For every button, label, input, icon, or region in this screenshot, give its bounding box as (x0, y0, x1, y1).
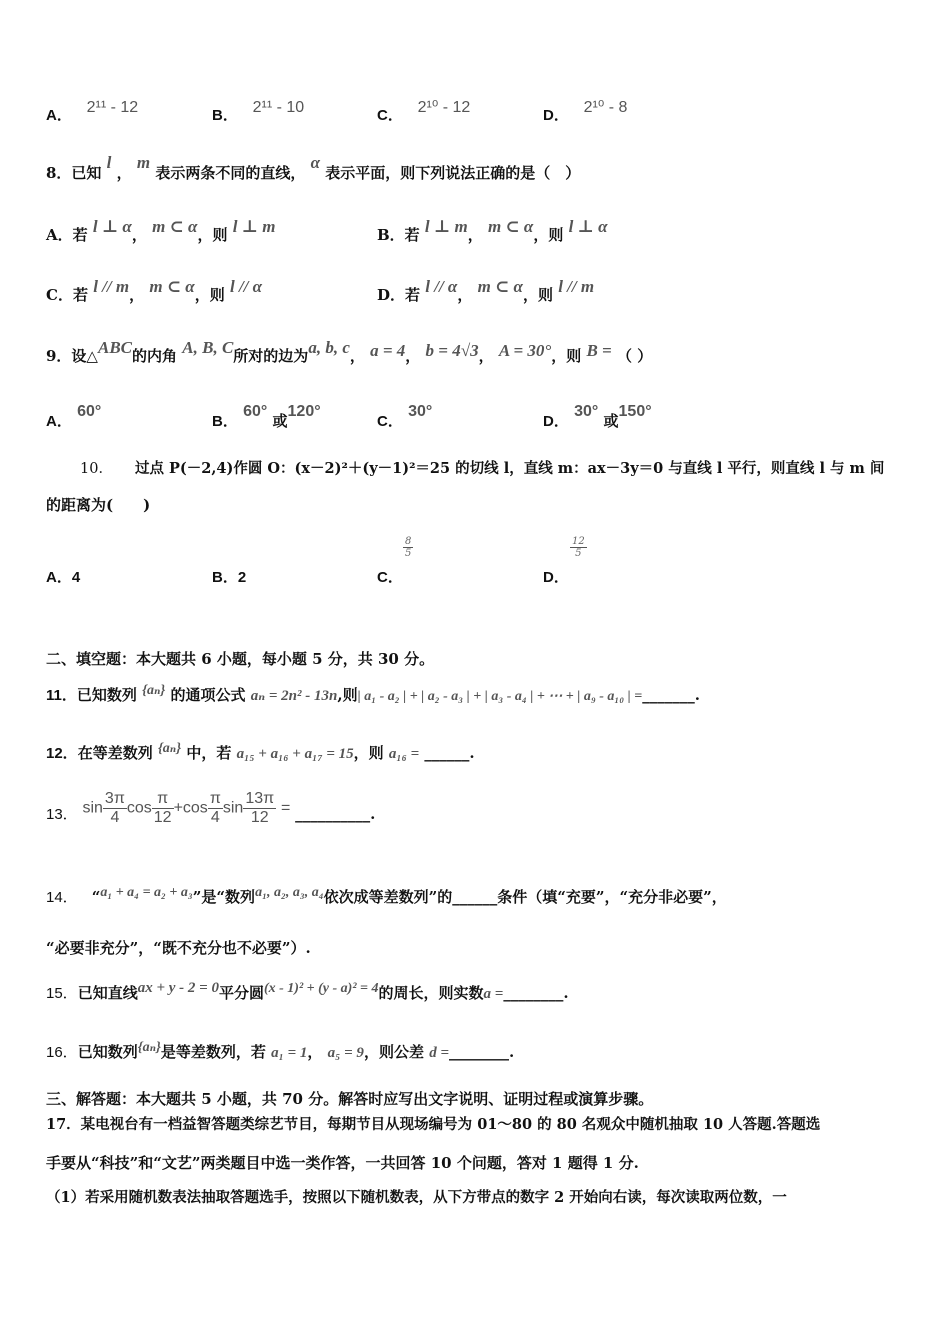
q8-option-d[interactable]: D．若 l // α， m ⊂ α，则 l // m (377, 277, 595, 304)
fraction-denominator: 12 (250, 809, 269, 826)
question-number: 16． (46, 1044, 78, 1061)
option-letter: B．若 (377, 226, 420, 244)
condition-a5: a₅ = 9 (327, 1045, 364, 1061)
q13 (46, 790, 375, 827)
fraction-denominator: 5 (405, 548, 412, 559)
q17-line-1: 17．某电视台有一档益智答题类综艺节目，每期节目从现场编号为 01～80 的 80 名观众中随机抽取 10 人答题.答题选 (46, 1116, 821, 1133)
q9-stem: 9．设△ABC的内角 A, B, C所对的边为a, b, c， a = 4， b = 4√3， A = 30°，则 B = （ ） (46, 338, 653, 365)
option-cond-1: l // m (93, 277, 130, 296)
fraction-denominator: 5 (575, 548, 582, 559)
answer-blank[interactable]: __________. (295, 804, 376, 823)
option-then: ，则 (194, 286, 225, 304)
option-result: l // m (558, 277, 595, 296)
q7-option-d[interactable] (543, 99, 628, 125)
line-equation: ax + y - 2 = 0 (137, 980, 219, 996)
q11-text-1: 已知数列 (76, 686, 137, 704)
condition-a: a = 4 (370, 341, 406, 360)
plus-sign: + (173, 799, 183, 817)
q8-option-a[interactable]: A．若 l ⊥ α， m ⊂ α，则 l ⊥ m (46, 217, 276, 244)
sequence-label: {aₙ} (142, 683, 166, 698)
q8-text-2: 表示平面，则下列说法正确的是（ ） (325, 164, 581, 182)
q12-text-3: ，则 (353, 744, 384, 762)
math-l: l (106, 153, 112, 172)
q16: 16．已知数列{aₙ}是等差数列，若 a₁ = 1， a₅ = 9，则公差 d =________. (46, 1040, 515, 1061)
option-cond-2: m ⊂ α (477, 277, 523, 296)
fraction-4 (243, 790, 276, 827)
q15-text-2: 平分圆 (218, 984, 264, 1002)
q11-text-3: ,则 (337, 686, 358, 704)
q15 (46, 982, 569, 1003)
fraction-numerator: 8 (405, 536, 412, 547)
answer-blank[interactable]: ______. (424, 744, 475, 762)
q10-line-2: 的距离为( ) (46, 496, 151, 514)
triangle-label: ABC (97, 338, 133, 357)
math-alpha: α (310, 153, 321, 172)
fraction-denominator: 12 (153, 809, 172, 826)
fraction-numerator: 12 (572, 536, 585, 547)
q12-text-1: 在等差数列 (77, 744, 153, 762)
q7-option-b[interactable] (212, 99, 305, 125)
option-letter: C． (377, 413, 403, 430)
section-2-heading: 二、填空题：本大题共 6 小题，每小题 5 分，共 30 分。 (46, 650, 435, 668)
question-number: 8．已知 (46, 164, 102, 182)
option-value: 60° (243, 403, 268, 420)
q10-line-1 (80, 457, 884, 478)
option-letter: C． (377, 107, 403, 124)
q9-option-b[interactable] (212, 403, 321, 431)
option-expr: 2¹¹ - 12 (86, 99, 139, 116)
option-or: 或 (603, 412, 619, 430)
ask-d: d = (429, 1045, 449, 1061)
option-result: l // α (229, 277, 263, 296)
q12-text-2: 中，若 (186, 744, 232, 762)
q17-line-3: （1）若采用随机数表法抽取答题选手，按照以下随机数表，从下方带点的数字 2 开始向右读，每次读取两位数，一 (46, 1189, 787, 1206)
option-letter: D． (543, 569, 569, 586)
condition-b: b = 4√3 (425, 341, 479, 360)
ask-a: a = (483, 986, 504, 1002)
option-result: l ⊥ m (232, 217, 276, 236)
condition-a1: a₁ = 1 (271, 1045, 308, 1061)
option-letter: A．若 (46, 226, 88, 244)
answer-blank[interactable]: ________. (503, 984, 569, 1002)
answer-paren: （ ） (616, 347, 653, 365)
sequence-label: {aₙ} (137, 1040, 161, 1055)
ask-b: B = (586, 341, 612, 360)
option-letter: A． (46, 107, 72, 124)
abs-sum: | a₁ - a₂ | + | a₂ - a₃ | + | a₃ - a₄ | + ⋯ + | a₉ - a₁₀ | = (357, 689, 643, 704)
fraction-numerator: π (152, 790, 174, 809)
option-letter: A． (46, 569, 72, 586)
section-3-heading: 三、解答题：本大题共 5 小题，共 70 分。解答时应写出文字说明、证明过程或演算步骤。 (46, 1090, 654, 1108)
question-number: 10． (80, 461, 113, 477)
q10-option-a[interactable] (46, 566, 80, 587)
question-number: 14． (46, 889, 78, 906)
q10-option-c[interactable] (377, 566, 403, 587)
answer-blank[interactable]: ________. (449, 1043, 515, 1061)
option-value-2: 120° (287, 403, 321, 420)
option-letter: B． (212, 107, 238, 124)
question-number: 13． (46, 805, 78, 823)
circle-equation: (x - 1)² + (y - a)² = 4 (263, 981, 379, 996)
q8-option-b[interactable]: B．若 l ⊥ m， m ⊂ α，则 l ⊥ α (377, 217, 608, 244)
option-value: 60° (77, 403, 102, 420)
fraction-numerator: π (209, 790, 221, 807)
q8-text-1: 表示两条不同的直线， (155, 164, 306, 182)
fraction-denominator: 4 (210, 809, 220, 826)
option-value: 2 (237, 569, 247, 586)
q14-line-2: “必要非充分”，“既不充分也不必要”）. (46, 939, 311, 957)
fraction-numerator: 13π (245, 790, 275, 807)
sides-label: a, b, c (308, 338, 350, 357)
q15-text-3: 的周长，则实数 (378, 984, 484, 1002)
option-letter: D． (543, 413, 569, 430)
q10-text-1: 过点 P(－2,4)作圆 O：(x－2)²＋(y－1)²＝25 的切线 l，直线 m：ax－3y＝0 与直线 l 平行，则直线 l 与 m 间 (134, 460, 885, 477)
q9-option-c[interactable] (377, 403, 433, 431)
ask-a16: a₁₆ = (388, 746, 420, 762)
option-cond-1: l ⊥ m (424, 217, 468, 236)
option-cond-2: m ⊂ α (487, 217, 534, 236)
option-or: 或 (272, 412, 288, 430)
q7-option-a[interactable] (46, 99, 139, 125)
fraction-3 (208, 790, 223, 827)
q10-option-c-fraction (403, 536, 413, 559)
q16-text-2: 是等差数列，若 (160, 1043, 266, 1061)
option-expr: 2¹⁰ - 12 (417, 99, 471, 116)
q9-text-3: ，则 (551, 347, 582, 365)
option-value: 30° (408, 403, 433, 420)
q17-line-2: 手要从“科技”和“文艺”两类题目中选一类作答，一共回答 10 个问题，答对 1 题得 1 分. (46, 1154, 639, 1172)
question-number: 11． (46, 687, 77, 704)
math-m: m (136, 153, 151, 172)
option-value: 4 (71, 569, 81, 586)
sin-1: sin (82, 799, 103, 817)
question-number: 9．设△ (46, 347, 98, 365)
q11-text-2: 的通项公式 (170, 686, 246, 704)
q12 (46, 742, 475, 763)
fraction-2 (152, 790, 174, 827)
cos-2: cos (182, 799, 208, 817)
option-cond-2: m ⊂ α (149, 277, 195, 296)
q14-quote-open: “ (91, 888, 101, 906)
q11 (46, 684, 700, 705)
option-result: l ⊥ α (568, 217, 608, 236)
question-number: 12． (46, 745, 78, 762)
option-letter: A． (46, 413, 72, 430)
q8-option-c[interactable]: C．若 l // m， m ⊂ α，则 l // α (46, 277, 263, 304)
option-letter: D． (543, 107, 569, 124)
q10-option-d-fraction (570, 536, 587, 559)
question-number: 15． (46, 985, 78, 1002)
option-expr: 2¹⁰ - 8 (583, 99, 628, 116)
option-letter: B． (212, 413, 238, 430)
fraction-1 (103, 790, 127, 827)
cos-1: cos (126, 799, 152, 817)
option-cond-1: l // α (425, 277, 458, 296)
answer-blank[interactable]: _______. (642, 686, 700, 704)
q7-option-c[interactable] (377, 99, 471, 125)
q9-option-a[interactable] (46, 403, 102, 431)
q14-line-1 (46, 886, 727, 907)
option-cond-2: m ⊂ α (152, 217, 198, 236)
q10-option-d[interactable] (543, 566, 569, 587)
q9-text-2: 所对的边为 (233, 347, 309, 365)
q16-text-1: 已知数列 (77, 1043, 138, 1061)
option-value-2: 150° (618, 403, 652, 420)
general-term: aₙ = 2n² - 13n (250, 688, 338, 704)
q16-text-3: ，则公差 (363, 1043, 424, 1061)
fraction-denominator: 4 (110, 809, 120, 826)
sequence-terms: a₁, a₂, a₃, a₄ (255, 885, 324, 900)
angles-label: A, B, C (182, 338, 234, 357)
q14-text-2: 依次成等差数列”的______条件（填“充要”，“充分非必要”， (323, 888, 727, 906)
q10-option-b[interactable] (212, 566, 246, 587)
option-then: ，则 (197, 226, 228, 244)
sin-2: sin (222, 799, 244, 817)
option-then: ，则 (533, 226, 564, 244)
option-expr: 2¹¹ - 10 (252, 99, 305, 116)
q14-text-1: ”是“数列 (192, 888, 256, 906)
sum-condition: a₁₅ + a₁₆ + a₁₇ = 15 (236, 746, 354, 762)
sum-condition: a₁ + a₄ = a₂ + a₃ (100, 885, 193, 900)
option-letter: C． (377, 569, 403, 586)
q9-text-1: 的内角 (132, 347, 178, 365)
option-letter: C．若 (46, 286, 88, 304)
option-cond-1: l ⊥ α (92, 217, 132, 236)
condition-angle-a: A = 30° (498, 341, 552, 360)
fraction-numerator: 3π (104, 790, 125, 807)
option-value: 30° (574, 403, 599, 420)
equals-sign: = (280, 799, 291, 817)
option-then: ，则 (522, 286, 553, 304)
option-letter: D．若 (377, 286, 421, 304)
q15-text-1: 已知直线 (77, 984, 138, 1002)
sequence-label: {aₙ} (157, 741, 182, 756)
option-letter: B． (212, 569, 238, 586)
q8-stem: 8．已知 l ， m 表示两条不同的直线， α 表示平面，则下列说法正确的是（ ） (46, 153, 581, 182)
q9-option-d[interactable] (543, 403, 652, 431)
